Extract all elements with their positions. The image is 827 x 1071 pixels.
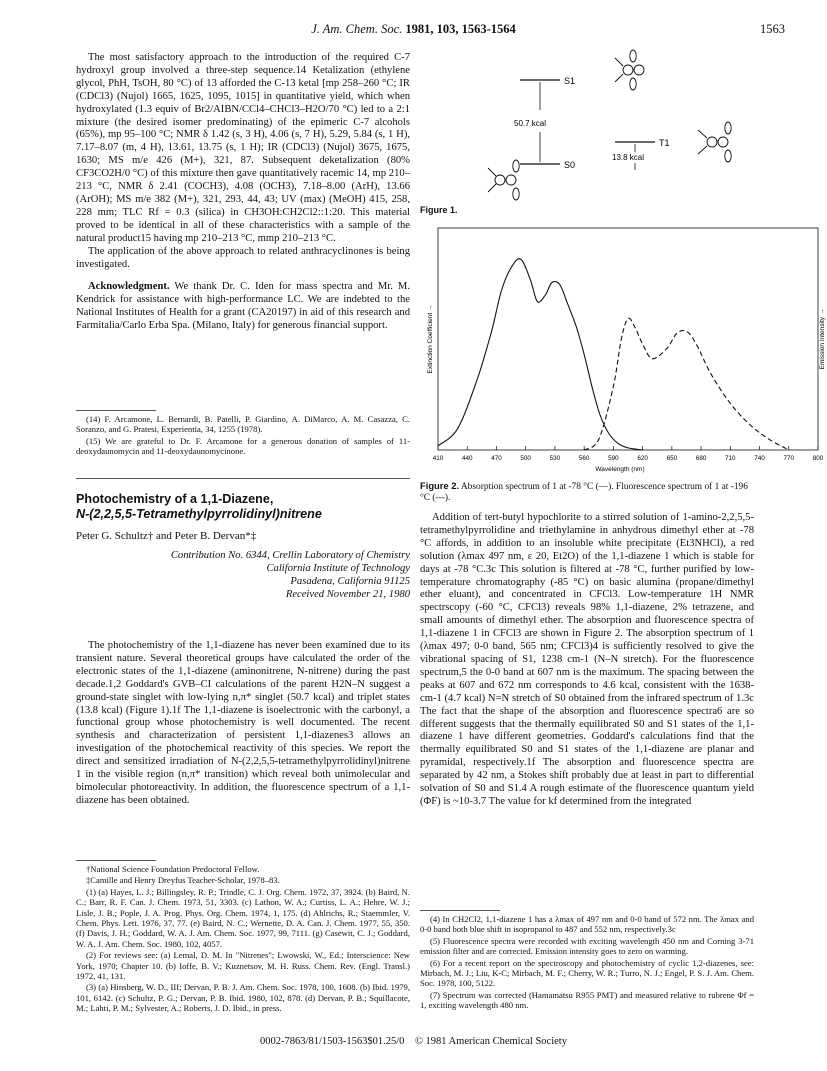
- y-axis-left-label: Extinction Coefficient →: [427, 304, 434, 374]
- right-column-body: [420, 512, 754, 809]
- article-heading-block: [76, 492, 410, 601]
- footnote-rule-3: [420, 910, 500, 911]
- acknowledgment-paragraph: [76, 281, 410, 333]
- article-intro: [76, 640, 410, 808]
- t1-structure-icon: [698, 122, 731, 162]
- left-column-top: [76, 52, 410, 333]
- figure1-label: Figure 1.: [420, 205, 458, 215]
- x-tick-label: 650: [666, 455, 678, 462]
- affiliation-line2: California Institute of Technology: [266, 562, 410, 574]
- right-footnotes: [420, 914, 754, 1012]
- x-tick-label: 680: [695, 455, 707, 462]
- s1-label: S1: [564, 76, 576, 86]
- received-date: Received November 21, 1980: [285, 588, 410, 600]
- x-tick-label: 470: [491, 455, 502, 462]
- article-footnotes: [76, 864, 410, 1015]
- article-affiliation: [76, 549, 410, 601]
- footnote-1: (1) (a) Hayes, L. J.; Billingsley, R. P.; Trindle, C. J. Org. Chem. 1972, 37, 3924. (b) Baird, N. C.; Barr, R. F. Can. J. Chem. 1973, 51, 3303. (c) Lathon, W. A.; Curtiss, L. A.; Hehre, W. J.; Lisle, J. B.; Pople, J. A. Prog. Phys. Org. Chem. 1974, 1, 175. (d) Ahlrichs, R.; Staemmler, V. Chem. Phys. Lett. 1976, 37, 77. (e) Baird, N. C.; Wernette, D. A. Can. J. Chem. 1977, 55, 350. (f) Davis, J. H.; Goddard, W. A. J. Am. Chem. Soc. 1977, 99, 7111. (g) Casewit, C. J.; Goddard, W. A. J. Am. Chem. Soc. 1980, 102, 4057.: [76, 886, 410, 949]
- x-tick-label: 530: [549, 455, 561, 462]
- page-number: 1563: [760, 22, 785, 36]
- x-axis-label: Wavelength (nm): [595, 466, 645, 473]
- figure2-caption: [420, 480, 754, 505]
- footnote-7: (7) Spectrum was corrected (Hamamatsu R955 PMT) and measured relative to rubrene Φf = 1, exciting wavelength 480 nm.: [420, 989, 754, 1011]
- footnote-dagger: †National Science Foundation Predoctoral Fellow.: [86, 864, 260, 874]
- application-paragraph: The application of the above approach to related anthracyclinones is being investigated.: [76, 245, 410, 270]
- x-tick-label: 560: [578, 455, 590, 462]
- footnote-3: (3) (a) Hinsberg, W. D., III; Dervan, P. B. J. Am. Chem. Soc. 1978, 100, 1608. (b) Ibid. 1979, 101, 6142. (c) Schultz, P. G.; Dervan, P. B. Ibid. 1980, 102, 878. (d) Dervan, P. B.; Squillacote, M.; Lahti, P. M.; Sylvester, A.; Roberts, J. D. Ibid., in press.: [76, 982, 410, 1014]
- x-tick-label: 620: [637, 455, 648, 462]
- running-header: [0, 22, 827, 37]
- footnote-2: (2) For reviews see: (a) Lemal, D. M. In "Nitrenes"; Lwowski, W., Ed.; Interscience: New York, 1970; Chapter 10. (b) Ioffe, B. V.; Kuznetsov, M. H. Russ. Chem. Rev. (Engl. Transl.) 1972, 41, 131.: [76, 950, 410, 982]
- figure2-caption-text: Absorption spectrum of 1 at -78 °C (—). Fluorescence spectrum of 1 at -196 °C (---).: [420, 482, 748, 504]
- gap1-label: 50.7 kcal: [514, 119, 547, 128]
- s0-structure-icon: [488, 160, 519, 200]
- footer-copyright: © 1981 American Chemical Society: [414, 1036, 567, 1047]
- acknowledgment-text: We thank Dr. C. Iden for mass spectra and Mr. M. Kendrick for assistance with high-performance LC. We are indebted to the National Institutes of Health for a grant (CA20197) in aid of this research and Farmitalia/Carlo Erba Spa. (Milano, Italy) for generous financial support.: [76, 281, 410, 332]
- intro-paragraph: The photochemistry of the 1,1-diazene has never been examined due to its transient nature. Several theoretical groups have calculated the order of the electronic states of the 1,1-diazene (aminonitrene, N-nitrene) during the past decade.1,2 Goddard's GVB–CI calculations of the parent H2N–N suggest a ground-state singlet with low-lying n,π* singlet (50.7 kcal) and triplet states (13.8 kcal) (Figure 1).1f The 1,1-diazene is isoelectronic with the carbonyl, a functional group whose photochemistry is well documented. The recent synthesis and characterization of persistent 1,1-diazenes3 allows an investigation of the photochemical reactivity of this species. We report the direct and sensitized irradiation of N-(2,2,5,5-tetramethylpyrrolidinyl)nitrene 1 in the visible region (n,π* transition) which reveal both unimolecular and bimolecular photoreactivity. In addition, the fluorescence spectrum of a 1,1-diazene has been obtained.: [76, 640, 410, 806]
- figure1-energy-diagram: [490, 40, 760, 220]
- footnote-double-dagger: ‡Camille and Henry Dreyfus Teacher-Scholar, 1978–83.: [86, 875, 280, 886]
- footnote-rule-2: [76, 860, 156, 861]
- x-tick-label: 800: [812, 455, 824, 462]
- article-title-line1: Photochemistry of a 1,1-Diazene,: [76, 492, 274, 506]
- s1-structure-icon: [615, 50, 644, 90]
- x-tick-label: 740: [754, 455, 765, 462]
- footnote-4: (4) In CH2Cl2, 1,1-diazene 1 has a λmax of 497 nm and 0-0 band of 572 nm. The λmax and 0-0 band both blue shift in isopropanol to 487 and 552 nm, respectively.3c: [420, 914, 754, 935]
- figure2-spectrum-chart: [420, 224, 824, 474]
- article-separator: [76, 478, 410, 479]
- absorption-curve: [438, 259, 643, 450]
- acknowledgment-heading: Acknowledgment.: [88, 281, 170, 293]
- x-tick-label: 710: [725, 455, 736, 462]
- footnote-15: (15) We are grateful to Dr. F. Arcamone for a generous donation of samples of 11-deoxydaunomycin and 11-deoxydaunomycinone.: [76, 435, 410, 457]
- figure2-caption-label: Figure 2.: [420, 480, 460, 491]
- footer-code: 0002-7863/81/1503-1563$01.25/0: [260, 1036, 405, 1047]
- left-footnotes-top: [76, 414, 410, 458]
- x-tick-label: 770: [783, 455, 795, 462]
- fluorescence-curve: [584, 318, 789, 450]
- synthesis-paragraph: The most satisfactory approach to the introduction of the required C-7 hydroxyl group involved a three-step sequence.14 Ketalization (ethylene glycol, PhH, TsOH, 80 °C) of 13 afforded the C-13 ketal [mp 258–260 °C; IR (CDCl3) (Nujol) 1665, 1625, 1095, 1015] in quantitative yield, which when hydroxylated (1.3 equiv of Br2/AIBN/CCl4–CHCl3–H2O/70 °C) led to a 2:1 mixture (the desired isomer predominating) of the epimeric C-7 alcohols (65%), mp 95–100 °C; NMR δ 1.42 (s, 3 H), 4.06 (s, 7 H), 5.29, 5.84 (s, 1 H), 7.17–8.07 (m, 4 H), 13.61, 13.75 (s, 1 H); IR (CDCl3) (Nujol) 3675, 1675, 1630; MS m/e 426 (M+), 321, 87. Subsequent deketalization (80% CF3CO2H/0 °C) of this mixture then gave quantitatively racemic 14, mp 210–213 °C, NMR δ 2.41 (COCH3), 4.08 (OCH3), 7.18–8.00 (ArH), 13.66 (ArOH); MS m/e 382 (M+), 321, 293, 44, 43; UV (max) (MeOH) 415, 258, 228 mm; TLC Rf = 0.3 (silica) in CH3OH:CH2Cl2::1:20. This material proved to be identical in all of these characteristics with a sample of the natural product15 having mp 210–213 °C, mmp 210–213 °C.: [76, 52, 410, 244]
- footnote-rule: [76, 410, 156, 411]
- experimental-paragraph: Addition of tert-butyl hypochlorite to a stirred solution of 1-amino-2,2,5,5-tetramethylpyrrolidine and triethylamine in anhydrous dimethyl ether at -78 °C affords, in addition to an insoluble white precipitate (Et3NHCl), a red solution (λmax 497 nm, ε 20, Et2O) of the 1,1-diazene 1 which is stable for days at -78 °C.3c This solution is filtered at -78 °C, further purified by low-temperature chromatography (-85 °C) on basic alumina (propane/dimethyl ether eluant), and concentrated in CFCl3. Low-temperature 1H NMR spectrscopy (-60 °C, CFCl3) reveals 98% 1,1-diazene, 2% tetrazene, and small amounts of dimethyl ether. The absorption and fluorescence spectra of 1,1-diazene 1 in CFCl3 are shown in Figure 2. The absorption spectrum of 1 (λmax 497; 0-0 band, 565 nm; CFCl3)4 is sufficiently resolved to give the vibrational spacing of S1, 1238 cm-1 (N–N stretch). For the fluorescence spectrum,5 the 0-0 band at 607 nm is the maximum. The spacing between the peaks at 607 and 672 nm corresponds to 4.6 kcal, consistent with the 1638-cm-1 (4.7 kcal) N=N stretch of S0 obtained from the infrared spectrum of 1.3c The fact that the shape of the absorption and fluorescence spectra6 are so different suggests that the thermally equilibrated S0 and S1 states of the 1,1-diazene 1 have different geometries. Goddard's calculations find that the thermally equilibrated S0 and S1 states of the 1,1-diazene are planar and pyramidal, respectively.1f The absorption and fluorescence spectra are separated by 42 nm, a Stokes shift probably due at least in part to differential solvation of S0 and S1.4 A rough estimate of the fluorescence quantum yield (ΦF) is ~10-3.7 The value for kf determined from the integrated: [420, 512, 754, 807]
- article-title-line2: N-(2,2,5,5-Tetramethylpyrrolidinyl)nitrene: [76, 507, 322, 521]
- x-tick-label: 590: [608, 455, 619, 462]
- article-authors: Peter G. Schultz† and Peter B. Dervan*‡: [76, 530, 257, 542]
- y-axis-right-label: Emission Intensity →: [819, 308, 826, 370]
- page-footer: [0, 1036, 827, 1047]
- affiliation-line1: Contribution No. 6344, Crellin Laboratory of Chemistry: [170, 549, 410, 561]
- journal-year-volume: 1981, 103, 1563-1564: [405, 22, 516, 36]
- footnote-14: (14) F. Arcamone, L. Bernardi, B. Patelli, P. Giardino, A. DiMarco, A. M. Casazza, C. Soranzo, and G. Pratesi, Experientia, 34, 1255 (1978).: [76, 414, 410, 435]
- x-tick-label: 440: [461, 455, 473, 462]
- footnote-5: (5) Fluorescence spectra were recorded with exciting wavelength 450 nm and Corning 3-71 emission filter and are corrected. Emission intensity goes to zero on warming.: [420, 935, 754, 957]
- t1-label: T1: [659, 138, 670, 148]
- s0-label: S0: [564, 160, 576, 170]
- affiliation-line3: Pasadena, California 91125: [290, 575, 410, 587]
- x-tick-label: 500: [520, 455, 531, 462]
- x-tick-label: 410: [432, 455, 444, 462]
- journal-name: J. Am. Chem. Soc.: [311, 22, 403, 36]
- gap2-label: 13.8 kcal: [612, 153, 645, 162]
- footnote-6: (6) For a recent report on the spectroscopy and photochemistry of cyclic 1,2-diazenes, see: Mirbach, M. J.; Liu, K-C; Mirbach, M. F.; Cherry, W. R.; Turro, N. J.; Engel, P. S. J. Am. Chem. Soc. 1978, 100, 5122.: [420, 957, 754, 989]
- plot-frame: [438, 228, 818, 450]
